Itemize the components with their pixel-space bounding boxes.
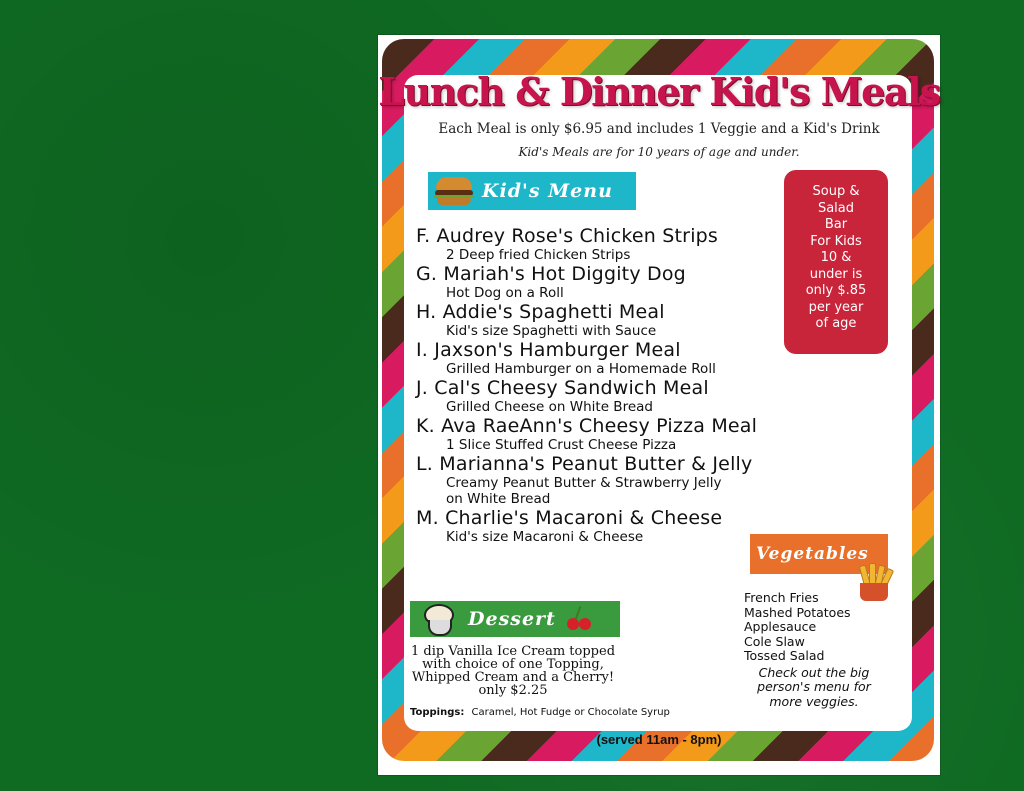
dessert-description: 1 dip Vanilla Ice Cream topped with choice of one Topping, Whipped Cream and a Cherry! only $2.25	[410, 644, 616, 698]
veg-item: Applesauce	[744, 619, 817, 634]
item-description: Creamy Peanut Butter & Strawberry Jelly	[446, 475, 722, 491]
dessert-label: Dessert	[468, 608, 556, 630]
cherry-icon	[564, 606, 594, 632]
toppings-line	[410, 707, 730, 718]
item-description: Kid's size Macaroni & Cheese	[446, 529, 644, 545]
menu-item	[416, 339, 856, 377]
item-name: F. Audrey Rose's Chicken Strips	[416, 225, 719, 247]
soup-bar-line: only $.85	[805, 283, 867, 298]
toppings-label: Toppings:	[410, 707, 465, 718]
menu-title: Lunch & Dinner Kid's Meals	[378, 69, 940, 114]
veg-item: Mashed Potatoes	[744, 604, 851, 620]
item-description: Grilled Hamburger on a Homemade Roll	[446, 361, 716, 377]
veg-item: Cole Slaw	[744, 633, 805, 649]
item-name: G. Mariah's Hot Diggity Dog	[416, 263, 686, 285]
vegetables-label: Vegetables	[756, 544, 869, 564]
soup-bar-line: per year	[808, 299, 864, 315]
item-description: 2 Deep fried Chicken Strips	[446, 247, 631, 263]
served-hours: (served 11am - 8pm)	[596, 732, 722, 747]
item-description: Kid's size Spaghetti with Sauce	[446, 323, 657, 339]
item-name: K. Ava RaeAnn's Cheesy Pizza Meal	[416, 415, 758, 437]
menu-item	[416, 415, 856, 453]
item-name: L. Marianna's Peanut Butter & Jelly	[416, 453, 753, 475]
menu-item	[416, 301, 856, 339]
price-subtitle: Each Meal is only $6.95 and includes 1 Veggie and a Kid's Drink	[438, 121, 880, 137]
hamburger-icon	[434, 177, 474, 205]
veg-item: French Fries	[744, 590, 819, 605]
vegetables-list	[744, 591, 884, 709]
soup-bar-line: Salad	[817, 200, 855, 216]
sundae-icon	[416, 602, 460, 636]
soup-bar-line: Bar	[824, 217, 848, 232]
soup-bar-line: For Kids	[810, 233, 862, 249]
soup-bar-line: Soup &	[812, 184, 860, 199]
veg-note: Check out the big person's menu for more veggies.	[757, 664, 871, 709]
age-note: Kid's Meals are for 10 years of age and under.	[518, 145, 800, 159]
kids-menu-label: Kid's Menu	[482, 180, 613, 202]
item-name: H. Addie's Spaghetti Meal	[416, 301, 665, 323]
menu-item	[416, 225, 856, 263]
veg-item: Tossed Salad	[744, 648, 825, 663]
item-name: M. Charlie's Macaroni & Cheese	[416, 507, 723, 529]
menu-item	[416, 263, 856, 301]
item-name: J. Cal's Cheesy Sandwich Meal	[416, 377, 709, 399]
dessert-banner	[410, 601, 620, 637]
menu-item	[416, 453, 856, 507]
toppings-list: Caramel, Hot Fudge or Chocolate Syrup	[471, 707, 670, 718]
soup-bar-line: 10 &	[820, 250, 852, 265]
item-name: I. Jaxson's Hamburger Meal	[416, 339, 681, 361]
item-description: on White Bread	[446, 491, 551, 507]
menu-slide	[378, 35, 940, 775]
item-description: Hot Dog on a Roll	[446, 285, 564, 301]
soup-bar-line: under is	[809, 266, 863, 282]
soup-bar-line: of age	[815, 316, 857, 331]
item-description: 1 Slice Stuffed Crust Cheese Pizza	[446, 437, 677, 453]
menu-item	[416, 377, 856, 415]
kids-menu-banner	[428, 172, 636, 210]
kids-menu-list	[416, 225, 856, 545]
item-description: Grilled Cheese on White Bread	[446, 399, 653, 415]
